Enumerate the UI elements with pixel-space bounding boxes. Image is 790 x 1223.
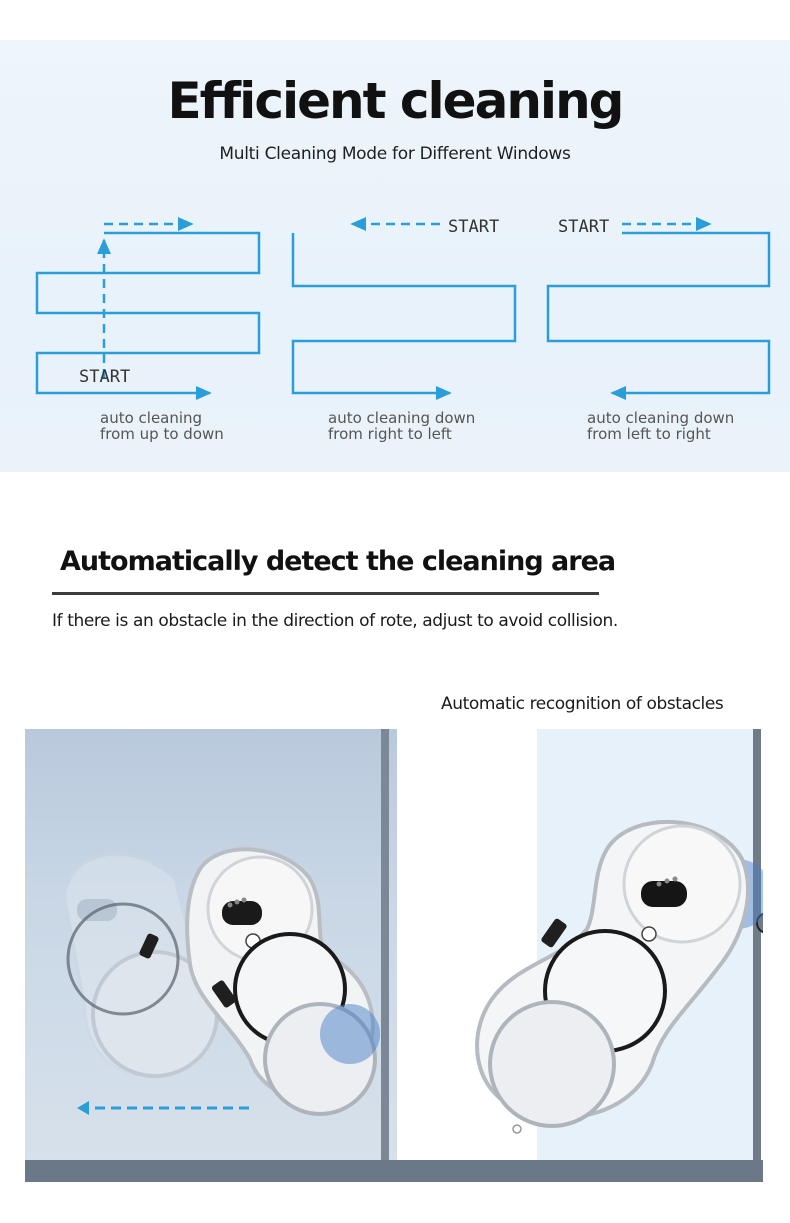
mode-3-caption-line1: auto cleaning down (587, 409, 735, 427)
obstacle-recognition-label: Automatic recognition of obstacles (441, 694, 724, 714)
mode-2-path (293, 224, 515, 393)
mode-1-caption (100, 410, 224, 442)
main-title: Efficient cleaning (167, 72, 623, 130)
robot-right-svg (397, 729, 763, 1164)
mode-1-path (37, 224, 259, 393)
mode-1-caption-line2: from up to down (100, 425, 224, 443)
detect-section-title: Automatically detect the cleaning area (60, 546, 616, 577)
power-icon-right (642, 927, 656, 941)
mode-3-path (548, 224, 769, 393)
mode-3-start-label: START (558, 217, 610, 237)
mode-2-start-label: START (448, 217, 500, 237)
mode-1-caption-line1: auto cleaning (100, 409, 203, 427)
window-sill (25, 1160, 763, 1182)
robot-display-right (641, 881, 687, 907)
obstacle-recognition-illustration (397, 729, 763, 1164)
mode-3-caption (587, 410, 734, 442)
mode-2-caption (328, 410, 475, 442)
detect-section-description: If there is an obstacle in the direction of rote, adjust to avoid collision. (52, 611, 618, 631)
subtitle: Multi Cleaning Mode for Different Windows (219, 144, 571, 164)
mode-2-caption-line2: from right to left (328, 425, 452, 443)
section-underline (52, 592, 599, 595)
robot-moving-illustration (25, 729, 397, 1164)
mode-2-caption-line1: auto cleaning down (328, 409, 476, 427)
robot-left-svg (25, 729, 397, 1164)
mode-1-start-label: START (79, 367, 131, 387)
mode-3-caption-line2: from left to right (587, 425, 711, 443)
